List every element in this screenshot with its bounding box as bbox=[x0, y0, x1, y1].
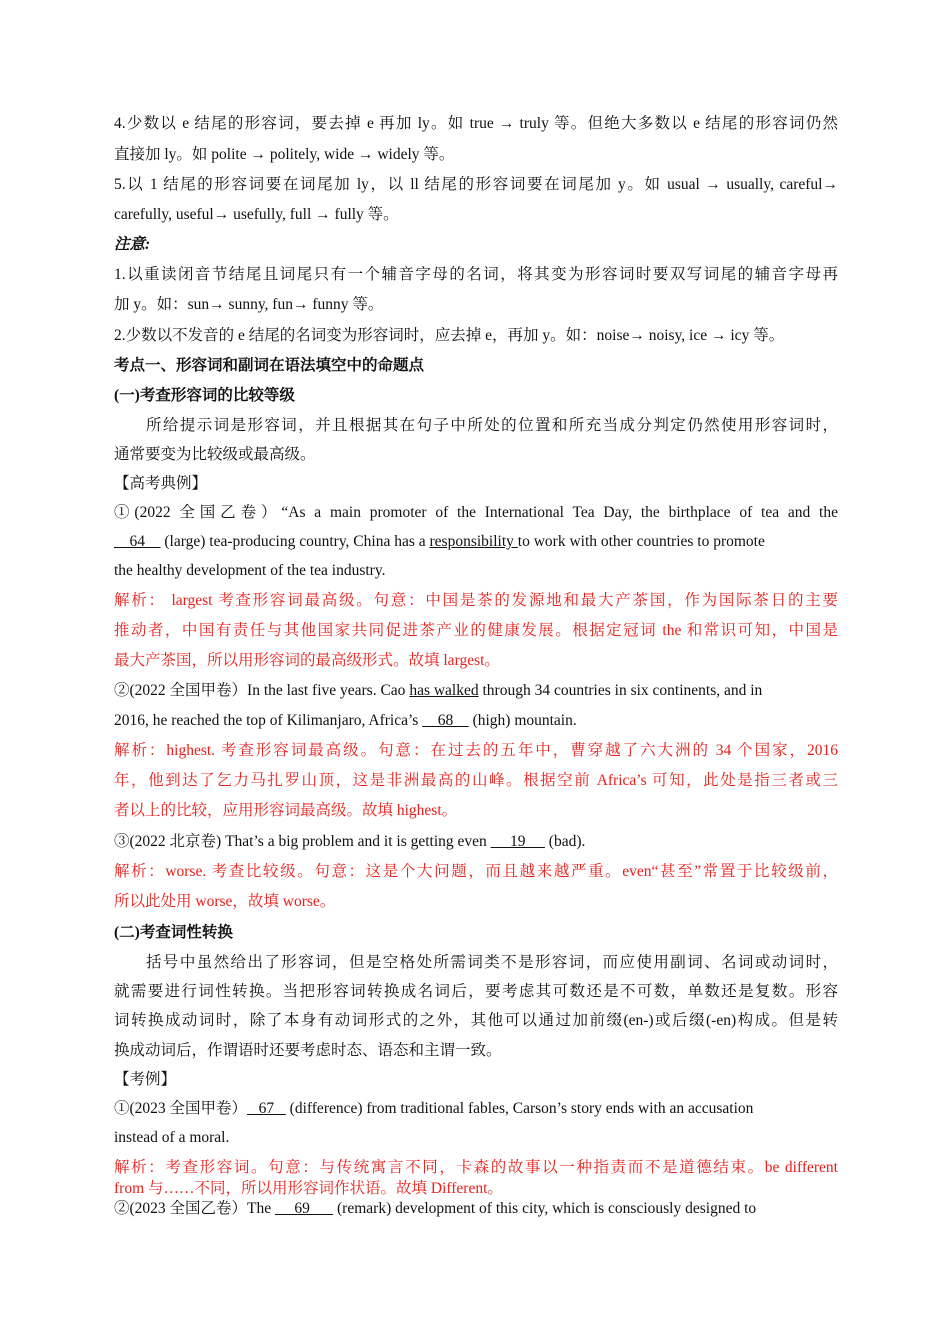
rule-5-line-2: carefully, useful→ usefully, full → fully 等。 bbox=[114, 206, 399, 223]
example-3-pre: ③(2022 北京卷) That’s a big problem and it is getting even bbox=[114, 833, 491, 850]
part2-intro-line-2: 就需要进行词性转换。当把形容词转换成名词后，要考虑其可数还是不可数，单数还是复数。形容 bbox=[114, 983, 838, 1000]
part2-analysis-1-line-1: 解析：考查形容词。句意：与传统寓言不同，卡森的故事以一种指责而不是道德结束。be different bbox=[114, 1159, 838, 1176]
part2-intro-line-1: 括号中虽然给出了形容词，但是空格处所需词类不是形容词，而应使用副词、名词或动词时， bbox=[146, 954, 838, 971]
rule-4-line-2: 直接加 ly。如 polite → politely, wide → widely 等。 bbox=[114, 146, 455, 163]
rule-4-line-1: 4.少数以 e 结尾的形容词，要去掉 e 再加 ly。如 true → truly 等。但绝大多数以 e 结尾的形容词仍然 bbox=[114, 115, 838, 132]
rule-5-line-1: 5.以 1 结尾的形容词要在词尾加 ly，以 ll 结尾的形容词要在词尾加 y。如 usual → usually, careful→ bbox=[114, 176, 838, 193]
example-3-line-1 bbox=[114, 832, 838, 852]
analysis-2-line-1: 解析：highest. 考查形容词最高级。句意：在过去的五年中，曹穿越了六大洲的 34 个国家，2016 bbox=[114, 742, 838, 759]
underlined-responsibility: responsibility bbox=[429, 533, 518, 550]
example-2-line-2 bbox=[114, 711, 838, 731]
part2-analysis-1-line-2: from 与……不同，所以用形容词作状语。故填 Different。 bbox=[114, 1180, 503, 1197]
example-1-line-2 bbox=[114, 532, 838, 552]
part2-examples-label: 【考例】 bbox=[114, 1071, 177, 1088]
analysis-2-line-3: 者以上的比较，应用形容词最高级。故填 highest。 bbox=[114, 802, 458, 819]
part1-heading: (一)考查形容词的比较等级 bbox=[114, 387, 295, 404]
note-title: 注意: bbox=[114, 236, 151, 253]
example-1-line-3: the healthy development of the tea industry. bbox=[114, 562, 386, 579]
note-2: 2.少数以不发音的 e 结尾的名词变为形容词时，应去掉 e，再加 y。如：noise→ noisy, ice → icy 等。 bbox=[114, 327, 785, 344]
part2-example-1-pre: ①(2023 全国甲卷） bbox=[114, 1100, 248, 1117]
part2-example-1-line-1 bbox=[114, 1099, 838, 1119]
part1-intro-line-2: 通常要变为比较级或最高级。 bbox=[114, 446, 316, 463]
part2-example-1-post: (difference) from traditional fables, Carson’s story ends with an accusation bbox=[285, 1100, 754, 1117]
underlined-has-walked: has walked bbox=[409, 682, 479, 699]
part2-example-2-line-1 bbox=[114, 1199, 838, 1219]
example-2-pre: ②(2022 全国甲卷）In the last five years. Cao bbox=[114, 682, 410, 699]
answer-blank-68: 68 bbox=[422, 712, 469, 729]
analysis-1-line-1: 解析： largest 考查形容词最高级。句意：中国是茶的发源地和最大产茶国，作为国际茶日的主要 bbox=[114, 592, 838, 609]
part2-intro-line-3: 词转换成动词时，除了本身有动词形式的之外，其他可以通过加前缀(en-)或后缀(-en)构成。但是转 bbox=[114, 1012, 838, 1029]
example-1-line-1: ①(2022 全国乙卷）“As a main promoter of the International Tea Day, the birthplace of tea and the bbox=[114, 504, 838, 521]
example-2-line-2-post: (high) mountain. bbox=[468, 712, 577, 729]
part1-intro-line-1: 所给提示词是形容词，并且根据其在句子中所处的位置和所充当成分判定仍然使用形容词时， bbox=[146, 417, 838, 434]
analysis-1-line-2: 推动者，中国有责任与其他国家共同促进茶产业的健康发展。根据定冠词 the 和常识可知，中国是 bbox=[114, 622, 838, 639]
answer-blank-64: 64 bbox=[114, 533, 161, 550]
example-1-end: to work with other countries to promote bbox=[517, 533, 765, 550]
section-title: 考点一、形容词和副词在语法填空中的命题点 bbox=[114, 357, 425, 374]
example-3-post: (bad). bbox=[544, 833, 586, 850]
part2-example-1-line-2: instead of a moral. bbox=[114, 1129, 230, 1146]
analysis-3-line-1: 解析：worse. 考查比较级。句意：这是个大问题，而且越来越严重。even“甚至”常置于比较级前， bbox=[114, 863, 838, 880]
note-1-line-1: 1.以重读闭音节结尾且词尾只有一个辅音字母的名词，将其变为形容词时要双写词尾的辅音字母再 bbox=[114, 266, 838, 283]
answer-blank-67: 67 bbox=[247, 1100, 286, 1117]
note-1-line-2: 加 y。如：sun→ sunny, fun→ funny 等。 bbox=[114, 296, 384, 313]
part2-intro-line-4: 换成动词后，作谓语时还要考虑时态、语态和主谓一致。 bbox=[114, 1042, 502, 1059]
part2-example-2-post: (remark) development of this city, which is consciously designed to bbox=[333, 1200, 757, 1217]
answer-blank-69: 69 bbox=[275, 1200, 334, 1217]
answer-blank-19: 19 bbox=[490, 833, 545, 850]
part2-heading: (二)考查词性转换 bbox=[114, 924, 233, 941]
part1-examples-label: 【高考典例】 bbox=[114, 475, 208, 492]
example-2-post: through 34 countries in six continents, and in bbox=[478, 682, 763, 699]
analysis-3-line-2: 所以此处用 worse，故填 worse。 bbox=[114, 893, 336, 910]
part2-example-2-pre: ②(2023 全国乙卷）The bbox=[114, 1200, 276, 1217]
example-2-line-2-pre: 2016, he reached the top of Kilimanjaro, Africa’s bbox=[114, 712, 423, 729]
example-1-mid: (large) tea-producing country, China has a bbox=[160, 533, 430, 550]
example-2-line-1 bbox=[114, 681, 838, 701]
analysis-2-line-2: 年，他到达了乞力马扎罗山顶，这是非洲最高的山峰。根据空前 Africa’s 可知，此处是指三者或三 bbox=[114, 772, 838, 789]
analysis-1-line-3: 最大产茶国，所以用形容词的最高级形式。故填 largest。 bbox=[114, 652, 500, 669]
